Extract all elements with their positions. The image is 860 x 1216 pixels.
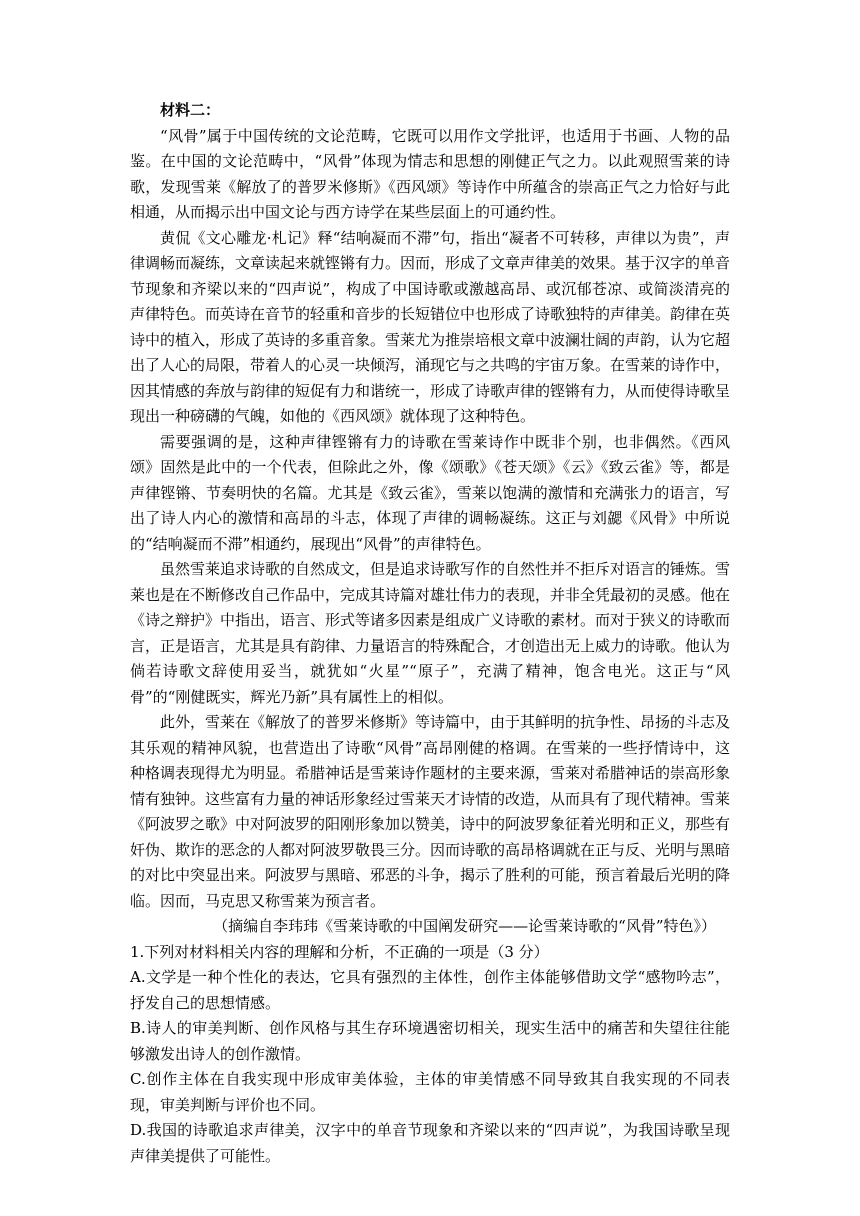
- paragraph-2: 黄侃《文心雕龙·札记》释“结响凝而不滞”句，指出“凝者不可转移，声律以为贵”，声律调畅而凝练，文章读起来就铿锵有力。因而，形成了文章声律美的效果。基于汉字的单音节现象和齐梁以来的“四声说”，构成了中国诗歌或激越高昂、或沉郁苍凉、或简淡清亮的声律特色。而英诗在音节的轻重和音步的长短错位中也形成了诗歌独特的声律美。韵律在英诗中的植入，形成了英诗的多重音象。雪莱尤为推崇培根文章中波澜壮阔的声韵，认为它超出了人心的局限，带着人的心灵一块倾泻，涌现它与之共鸣的宇宙万象。在雪莱的诗作中，因其情感的奔放与韵律的短促有力和谐统一，形成了诗歌声律的铿锵有力，从而使得诗歌呈现出一种磅礴的气魄，如他的《西风颂》就体现了这种特色。: [130, 228, 731, 425]
- option-d: D.我国的诗歌追求声律美，汉字中的单音节现象和齐梁以来的“四声说”，为我国诗歌呈现声律美提供了可能性。: [130, 1121, 730, 1165]
- paragraph-1: “风骨”属于中国传统的文论范畴，它既可以用作文学批评，也适用于书画、人物的品鉴。在中国的文论范畴中，“风骨”体现为情志和思想的刚健正气之力。以此观照雪莱的诗歌，发现雪莱《解放了的普罗米修斯》《西风颂》等诗作中所蕴含的崇高正气之力恰好与此相通，从而揭示出中国文论与西方诗学在某些层面上的可通约性。: [130, 126, 730, 221]
- option-c: C.创作主体在自我实现中形成审美体验，主体的审美情感不同导致其自我实现的不同表现，审美判断与评价也不同。: [130, 1070, 730, 1114]
- paragraph-3: 需要强调的是，这种声律铿锵有力的诗歌在雪莱诗作中既非个别，也非偶然。《西风颂》固然是此中的一个代表，但除此之外，像《颂歌》《苍天颂》《云》《致云雀》等，都是声律铿锵、节奏明快的名篇。尤其是《致云雀》，雪莱以饱满的激情和充满张力的语言，写出了诗人内心的激情和高昂的斗志，体现了声律的调畅凝练。这正与刘勰《风骨》中所说的“结响凝而不滞”相通约，展现出“风骨”的声律特色。: [130, 432, 730, 553]
- option-a: A.文学是一种个性化的表达，它具有强烈的主体性，创作主体能够借助文学“感物吟志”，抒发自己的思想情感。: [130, 968, 730, 1012]
- paragraph-5: 此外，雪莱在《解放了的普罗米修斯》等诗篇中，由于其鲜明的抗争性、昂扬的斗志及其乐观的精神风貌，也营造出了诗歌“风骨”高昂刚健的格调。在雪莱的一些抒情诗中，这种格调表现得尤为明显。希腊神话是雪莱诗作题材的主要来源，雪莱对希腊神话的崇高形象情有独钟。这些富有力量的神话形象经过雪莱天才诗情的改造，从而具有了现代精神。雪莱《阿波罗之歌》中对阿波罗的阳刚形象加以赞美，诗中的阿波罗象征着光明和正义，那些有奸伪、欺诈的恶念的人都对阿波罗敬畏三分。因而诗歌的高昂格调就在正与反、光明与黑暗的对比中突显出来。阿波罗与黑暗、邪恶的斗争，揭示了胜利的可能，预言着最后光明的降临。因而，马克思又称雪莱为预言者。: [130, 713, 731, 910]
- question-stem: 1.下列对材料相关内容的理解和分析，不正确的一项是（3 分）: [130, 942, 549, 961]
- section-heading: 材料二：: [160, 101, 221, 119]
- source-citation: （摘编自李玮玮《雪莱诗歌的中国阐发研究——论雪莱诗歌的“风骨”特色》）: [213, 917, 716, 935]
- option-b: B.诗人的审美判断、创作风格与其生存环境遇密切相关，现实生活中的痛苦和失望往往能够激发出诗人的创作激情。: [130, 1019, 730, 1063]
- paragraph-4: 虽然雪莱追求诗歌的自然成文，但是追求诗歌写作的自然性并不拒斥对语言的锤炼。雪莱也是在不断修改自己作品中，完成其诗篇对雄壮伟力的表现，并非全凭最初的灵感。他在《诗之辩护》中指出，语言、形式等诸多因素是组成广义诗歌的素材。而对于狭义的诗歌而言，正是语言，尤其是具有韵律、力量语言的特殊配合，才创造出无上威力的诗歌。他认为倘若诗歌文辞使用妥当，就犹如“火星”“原子”，充满了精神，饱含电光。这正与“风骨”的“刚健既实，辉光乃新”具有属性上的相似。: [130, 560, 731, 706]
- document-page: [130, 98, 730, 1169]
